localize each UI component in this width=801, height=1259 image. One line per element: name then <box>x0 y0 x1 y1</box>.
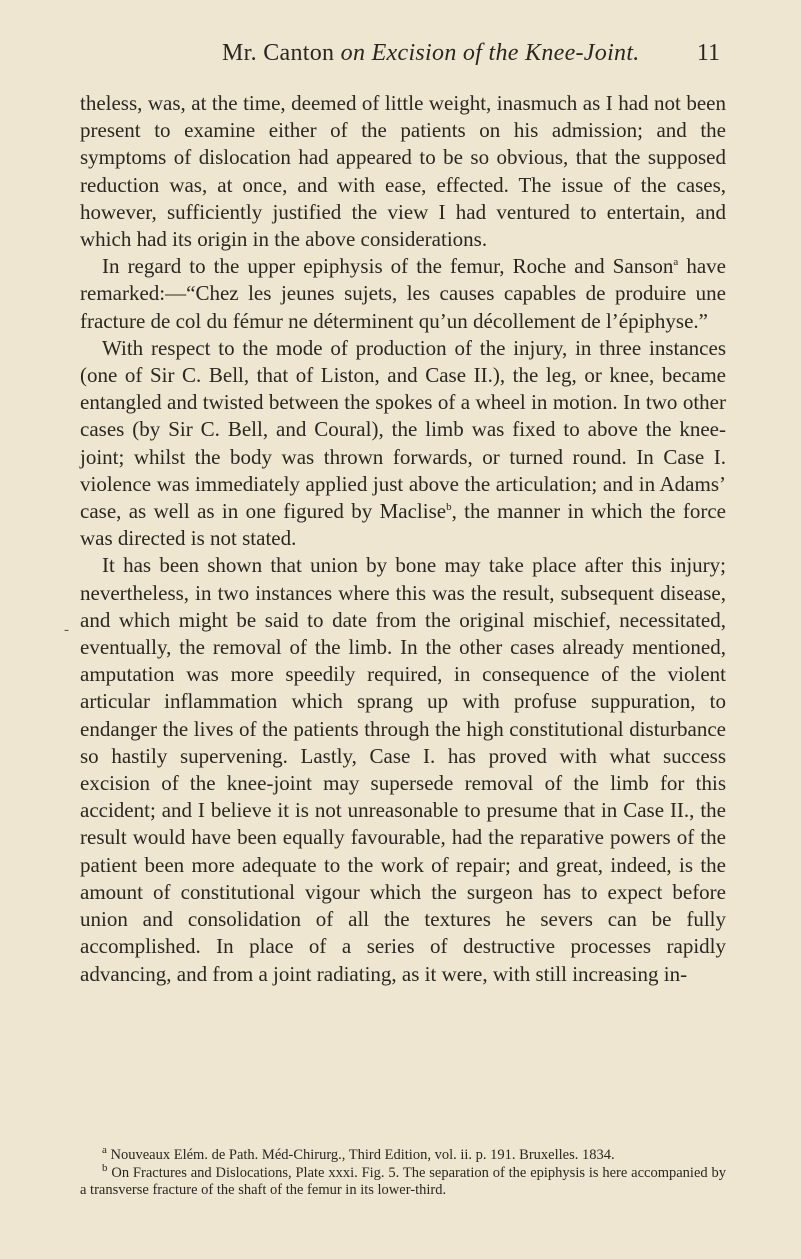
footnote <box>80 1161 727 1200</box>
footnote-mark: a <box>102 1144 107 1157</box>
paragraph-text: With respect to the mode of production of the injury, in three instances (one of Sir C. Bell, that of Liston, and Case II.), the leg, or knee, became entangled and twisted between the spokes of a wheel in motion. In two other cases (by Sir C. Bell, and Coural), the limb was fixed to above the knee-joint; whilst the body was thrown forwards, or turned round. In Case I. violence was immediately applied just above the articulation; and in Adams’ case, as well as in one figured by Maclise <box>80 335 726 524</box>
paragraph <box>80 552 726 987</box>
running-title <box>222 40 692 67</box>
footnotes <box>80 1144 727 1200</box>
running-title-author: Mr. Canton <box>222 40 335 66</box>
paragraph-text: theless, was, at the time, deemed of little weight, inasmuch as I had not been present to examine either of the patients on his admission; and the symptoms of dislocation had appeared to be so obvious, that the supposed reduction was, at once, and with ease, effected. The issue of the cases, however, sufficiently justified the view I had ventured to entertain, and which had its origin in the above considerations. <box>80 91 726 252</box>
running-header <box>82 40 722 74</box>
paragraph-text: In regard to the upper epiphysis of the femur, Roche and Sanson <box>102 254 674 279</box>
running-title-on: on <box>340 40 366 66</box>
paragraph <box>80 90 726 253</box>
footnote-ref: b <box>446 501 452 514</box>
page-number: 11 <box>696 40 720 66</box>
body-text <box>80 90 726 988</box>
footnote-text: On Fractures and Dislocations, Plate xxxi. Fig. 5. The separation of the epiphysis is here accompanied by a transverse fracture of the shaft of the femur in its lower-third. <box>80 1164 727 1198</box>
footnote-ref: a <box>673 256 679 269</box>
paragraph-text: It has been shown that union by bone may take place after this injury; nevertheless, in two instances where this was the result, subsequent disease, and which might be said to date from the original mischief, necessitated, eventually, the removal of the limb. In the other cases already mentioned, amputation was more speedily required, in consequence of the violent articular inflammation which sprang up with profuse suppuration, to endanger the lives of the patients through the high constitutional disturbance so hastily supervening. Lastly, Case I. has proved with what success excision of the knee-joint may supersede removal of the limb for this accident; and I believe it is not unreasonable to presume that in Case II., the result would have been equally favourable, had the reparative powers of the patient been more adequate to the work of repair; and great, indeed, is the amount of constitutional vigour which the surgeon has to expect before union and consolidation of all the textures he severs can be fully accomplished. In place of a series of destructive processes rapidly advancing, and from a joint radiating, as it were, with still increasing in- <box>80 553 726 986</box>
footnote-mark: b <box>102 1161 108 1174</box>
paragraph <box>80 253 726 335</box>
footnote <box>80 1144 726 1165</box>
paragraph <box>80 335 726 553</box>
paragraph-text: have remarked:—“Chez les jeunes sujets, les causes capables de produire une fracture de col du fémur ne déterminent qu’un décollement de l’épiphyse.” <box>80 254 726 333</box>
footnote-text: Nouveaux Elém. de Path. Méd-Chirurg., Third Edition, vol. ii. p. 191. Bruxelles. 1834. <box>110 1147 615 1163</box>
paragraph-text: , the manner in which the force was directed is not stated. <box>80 499 726 551</box>
margin-mark: - <box>64 622 69 638</box>
running-title-subject: Excision of the Knee-Joint. <box>371 40 640 66</box>
